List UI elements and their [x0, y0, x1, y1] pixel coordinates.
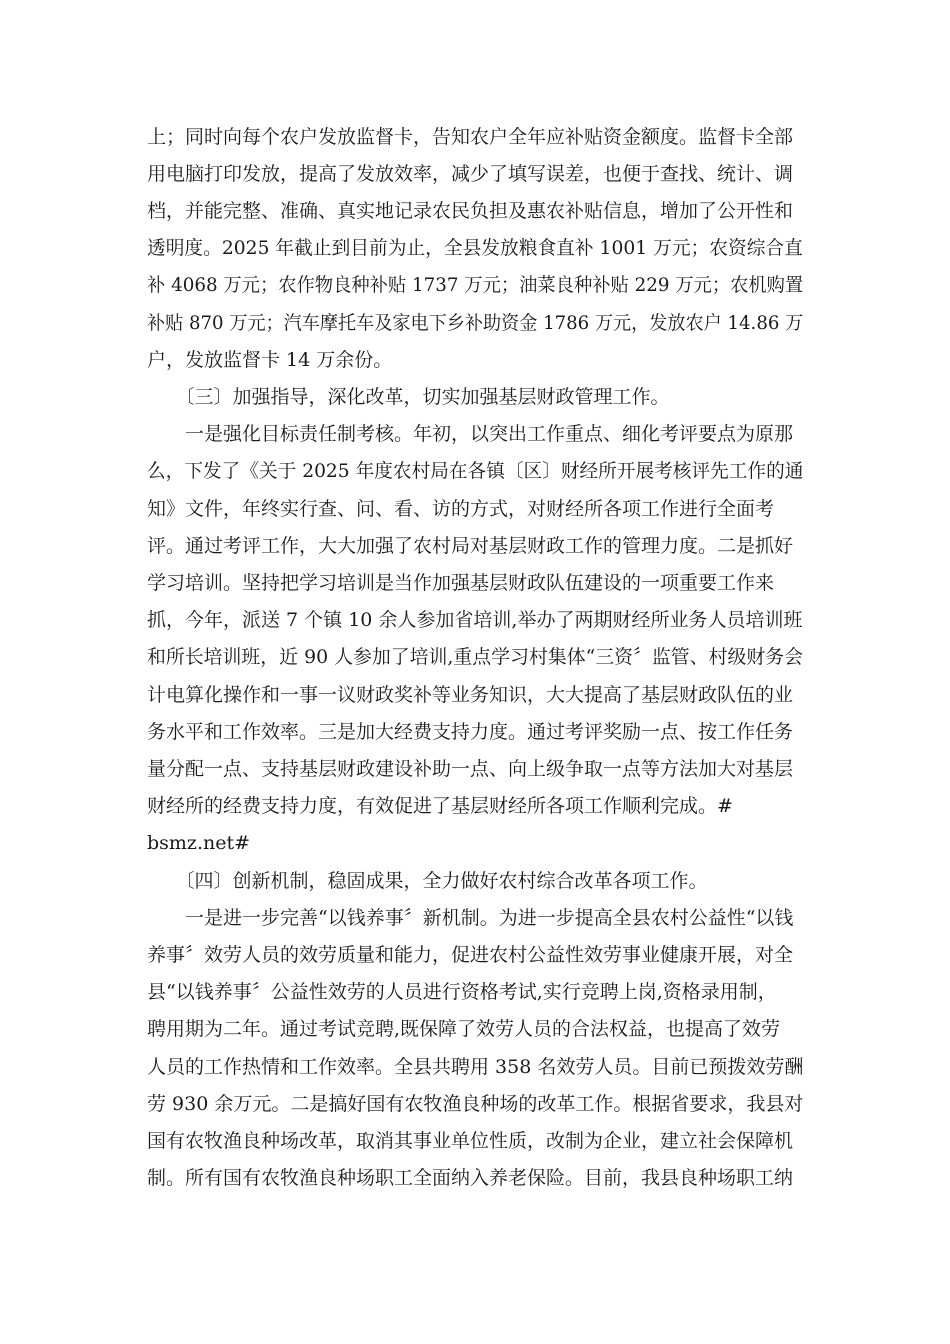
text-line: 劳 930 余万元。二是搞好国有农牧渔良种场的改革工作。根据省要求，我县对: [147, 1093, 804, 1115]
text-line: 么，下发了《关于 2025 年度农村局在各镇〔区〕财经所开展考核评先工作的通: [147, 460, 804, 482]
text-line: 户，发放监督卡 14 万余份。: [147, 349, 393, 371]
text-line: 量分配一点、支持基层财政建设补助一点、向上级争取一点等方法加大对基层: [147, 758, 794, 780]
text-line: 档，并能完整、准确、真实地记录农民负担及惠农补贴信息，增加了公开性和: [147, 200, 794, 222]
text-line: 人员的工作热情和工作效率。全县共聘用 358 名效劳人员。目前已预拨效劳酬: [147, 1056, 804, 1078]
text-line: 和所长培训班，近 90 人参加了培训,重点学习村集体“三资〞监管、村级财务会: [147, 646, 803, 668]
text-line: bsmz.net#: [147, 832, 251, 854]
text-line: 评。通过考评工作，大大加强了农村局对基层财政工作的管理力度。二是抓好: [147, 535, 794, 557]
text-line: 制。所有国有农牧渔良种场职工全面纳入养老保险。目前，我县良种场职工纳: [147, 1167, 794, 1189]
text-line: 用电脑打印发放，提高了发放效率，减少了填写误差，也便于查找、统计、调: [147, 163, 794, 185]
text-line: 务水平和工作效率。三是加大经费支持力度。通过考评奖励一点、按工作任务: [147, 721, 794, 743]
text-line: 养事〞效劳人员的效劳质量和能力，促进农村公益性效劳事业健康开展，对全: [147, 944, 794, 966]
text-line: 财经所的经费支持力度，有效促进了基层财经所各项工作顺利完成。#: [147, 795, 733, 817]
text-line: 透明度。2025 年截止到目前为止，全县发放粮食直补 1001 万元；农资综合直: [147, 237, 803, 259]
text-line: 知》文件，年终实行查、问、看、访的方式，对财经所各项工作进行全面考: [147, 498, 775, 520]
section-heading: 〔四〕创新机制，稳固成果，全力做好农村综合改革各项工作。: [147, 870, 708, 892]
text-line: 一是强化目标责任制考核。年初，以突出工作重点、细化考评要点为原那: [147, 423, 794, 445]
text-line: 聘用期为二年。通过考试竞聘,既保障了效劳人员的合法权益，也提高了效劳: [147, 1018, 781, 1040]
text-line: 国有农牧渔良种场改革，取消其事业单位性质，改制为企业，建立社会保障机: [147, 1130, 794, 1152]
text-line: 计电算化操作和一事一议财政奖补等业务知识，大大提高了基层财政队伍的业: [147, 684, 794, 706]
text-line: 县“以钱养事〞公益性效劳的人员进行资格考试,实行竞聘上岗,资格录用制，: [147, 981, 777, 1003]
text-line: 学习培训。坚持把学习培训是当作加强基层财政队伍建设的一项重要工作来: [147, 572, 775, 594]
text-line: 补 4068 万元；农作物良种补贴 1737 万元；油菜良种补贴 229 万元；农机购置: [147, 274, 804, 296]
text-line: 一是进一步完善“以钱养事〞新机制。为进一步提高全县农村公益性“以钱: [147, 907, 794, 929]
section-heading: 〔三〕加强指导，深化改革，切实加强基层财政管理工作。: [147, 386, 670, 408]
text-line: 补贴 870 万元；汽车摩托车及家电下乡补助资金 1786 万元，发放农户 14.86 万: [147, 312, 804, 334]
text-line: 抓，今年，派送 7 个镇 10 余人参加省培训,举办了两期财经所业务人员培训班: [147, 609, 803, 631]
text-line: 上；同时向每个农户发放监督卡，告知农户全年应补贴资金额度。监督卡全部: [147, 126, 794, 148]
